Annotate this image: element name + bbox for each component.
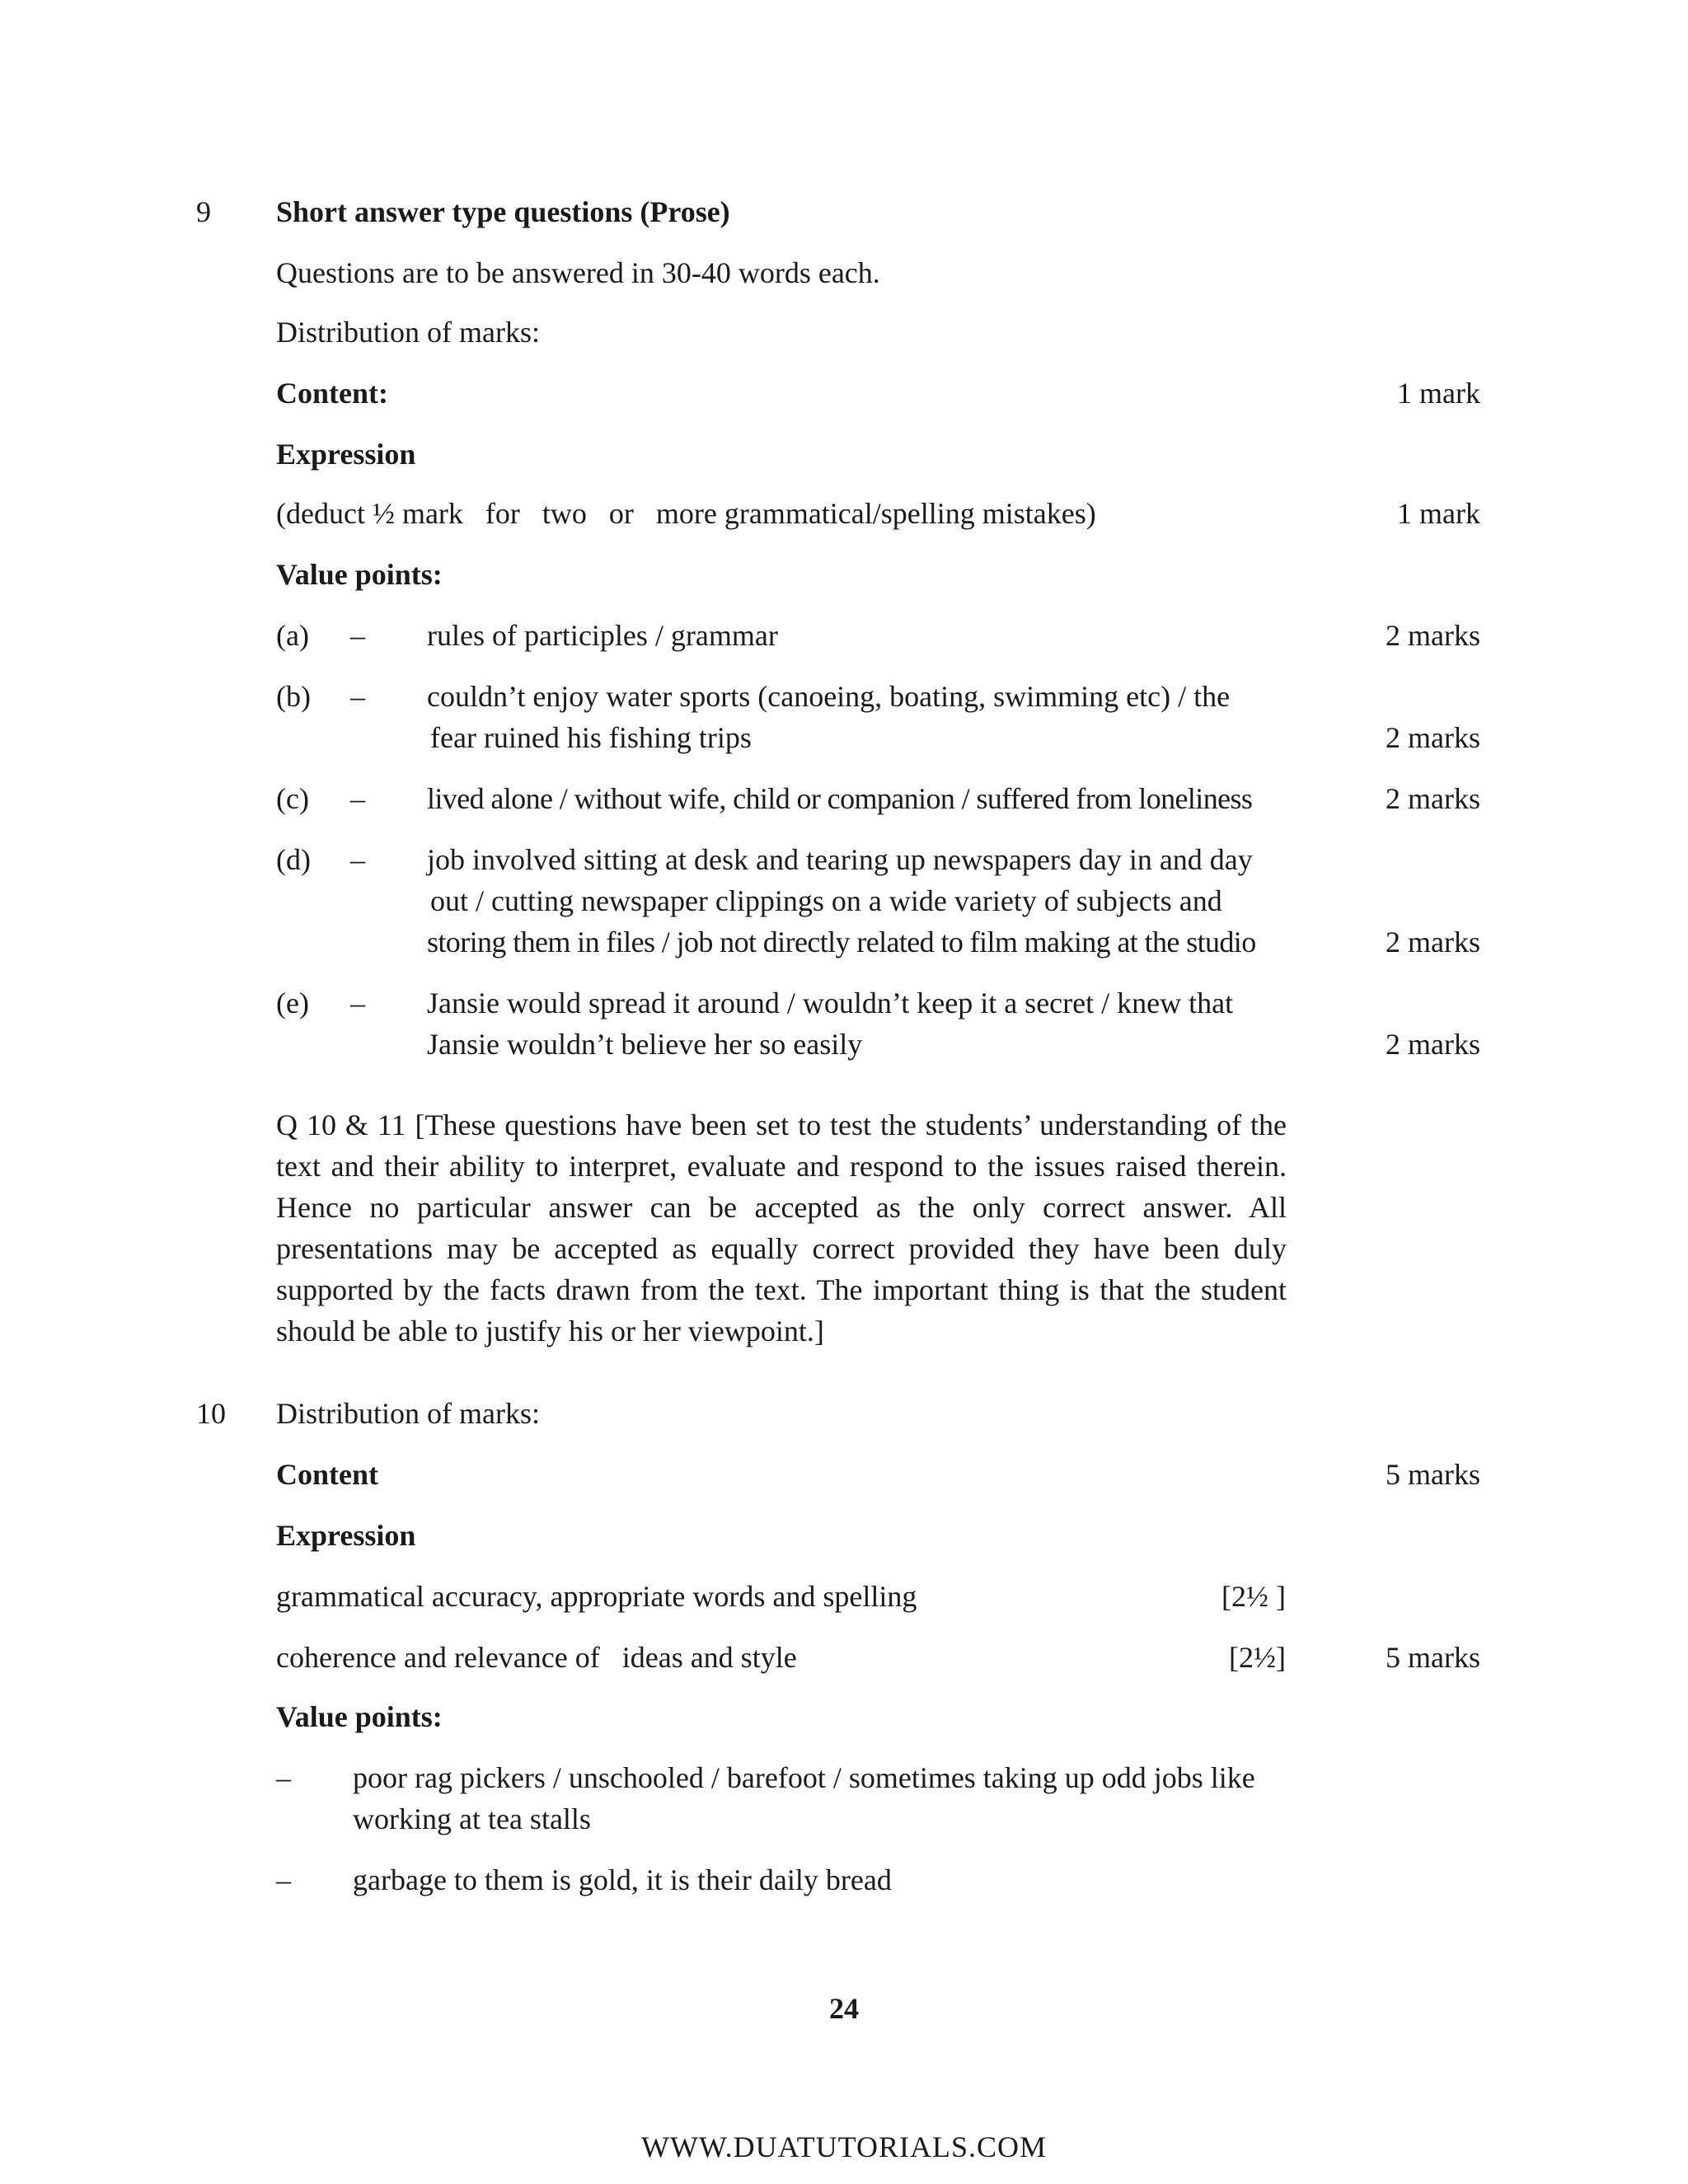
note-line: text and their ability to interpret, evaluate and respond to the issues raised therein. [276, 1150, 1287, 1183]
value-point-mark: 2 marks [1386, 782, 1480, 815]
bullet-dash: – [276, 1761, 291, 1794]
question-number-10: 10 [196, 1397, 226, 1430]
question-9-value-points-label: Value points: [276, 558, 443, 591]
value-point-mark: 2 marks [1386, 926, 1480, 958]
bullet-dash: – [276, 1863, 291, 1896]
page-number: 24 [829, 1992, 859, 2025]
value-point-text: Jansie would spread it around / wouldn’t keep it a secret / knew that [427, 987, 1234, 1019]
note-line: presentations may be accepted as equally correct provided they have been duly [276, 1232, 1287, 1265]
value-point-text: job involved sitting at desk and tearing up newspapers day in and day [427, 843, 1253, 876]
question-10-grammar-text: grammatical accuracy, appropriate words and spelling [276, 1580, 917, 1613]
question-10-expression-label: Expression [276, 1519, 416, 1552]
value-point-text: fear ruined his fishing trips [430, 721, 752, 754]
value-point-text: rules of participles / grammar [427, 619, 778, 652]
value-point-letter: (d) [276, 843, 311, 876]
question-10-expression-mark: 5 marks [1386, 1641, 1480, 1674]
question-9-content-label: Content: [276, 377, 388, 410]
value-point-dash: – [350, 782, 365, 815]
bullet-text: poor rag pickers / unschooled / barefoot / sometimes taking up odd jobs like [353, 1761, 1255, 1794]
value-point-text: Jansie wouldn’t believe her so easily [427, 1028, 863, 1061]
note-line: supported by the facts drawn from the text. The important thing is that the student [276, 1273, 1287, 1306]
bullet-text: working at tea stalls [353, 1802, 591, 1835]
note-line: Hence no particular answer can be accepted as the only correct answer. All [276, 1191, 1287, 1224]
value-point-letter: (a) [276, 619, 309, 652]
question-10-coherence-text: coherence and relevance of ideas and style [276, 1641, 797, 1674]
question-10-content-mark: 5 marks [1386, 1458, 1480, 1491]
question-10-content-label: Content [276, 1458, 378, 1491]
value-point-dash: – [350, 680, 365, 713]
question-9-expression-label: Expression [276, 438, 416, 471]
question-number-9: 9 [196, 195, 211, 228]
note-line: Q 10 & 11 [These questions have been set to test the students’ understanding of the [276, 1108, 1287, 1141]
question-9-content-mark: 1 mark [1397, 377, 1480, 410]
question-10-value-points-label: Value points: [276, 1700, 443, 1733]
footer-website: WWW.DUATUTORIALS.COM [641, 2130, 1047, 2163]
question-9-title: Short answer type questions (Prose) [276, 195, 730, 228]
value-point-letter: (b) [276, 680, 311, 713]
value-point-text: lived alone / without wife, child or companion / suffered from loneliness [427, 782, 1253, 815]
question-10-coherence-bracket: [2½] [1229, 1641, 1286, 1674]
value-point-letter: (c) [276, 782, 309, 815]
bullet-text: garbage to them is gold, it is their daily bread [353, 1863, 892, 1896]
value-point-mark: 2 marks [1386, 721, 1480, 754]
question-10-grammar-bracket: [2½ ] [1221, 1580, 1286, 1613]
instruction-note-paragraph [276, 1104, 1287, 1352]
note-line: should be able to justify his or her viewpoint.] [276, 1315, 824, 1347]
value-point-letter: (e) [276, 987, 309, 1019]
value-point-mark: 2 marks [1386, 1028, 1480, 1061]
value-point-dash: – [350, 987, 365, 1019]
value-point-text: storing them in files / job not directly related to film making at the studio [427, 926, 1256, 958]
value-point-text: couldn’t enjoy water sports (canoeing, boating, swimming etc) / the [427, 680, 1231, 713]
question-10-distribution-label: Distribution of marks: [276, 1397, 540, 1430]
value-point-text: out / cutting newspaper clippings on a wide variety of subjects and [430, 884, 1222, 917]
question-9-distribution-label: Distribution of marks: [276, 316, 540, 349]
value-point-dash: – [350, 843, 365, 876]
value-point-dash: – [350, 619, 365, 652]
question-9-expression-mark: 1 mark [1397, 497, 1480, 530]
question-9-instruction: Questions are to be answered in 30-40 words each. [276, 256, 880, 289]
question-9-expression-text: (deduct ½ mark for two or more grammatical/spelling mistakes) [276, 497, 1096, 530]
value-point-mark: 2 marks [1386, 619, 1480, 652]
